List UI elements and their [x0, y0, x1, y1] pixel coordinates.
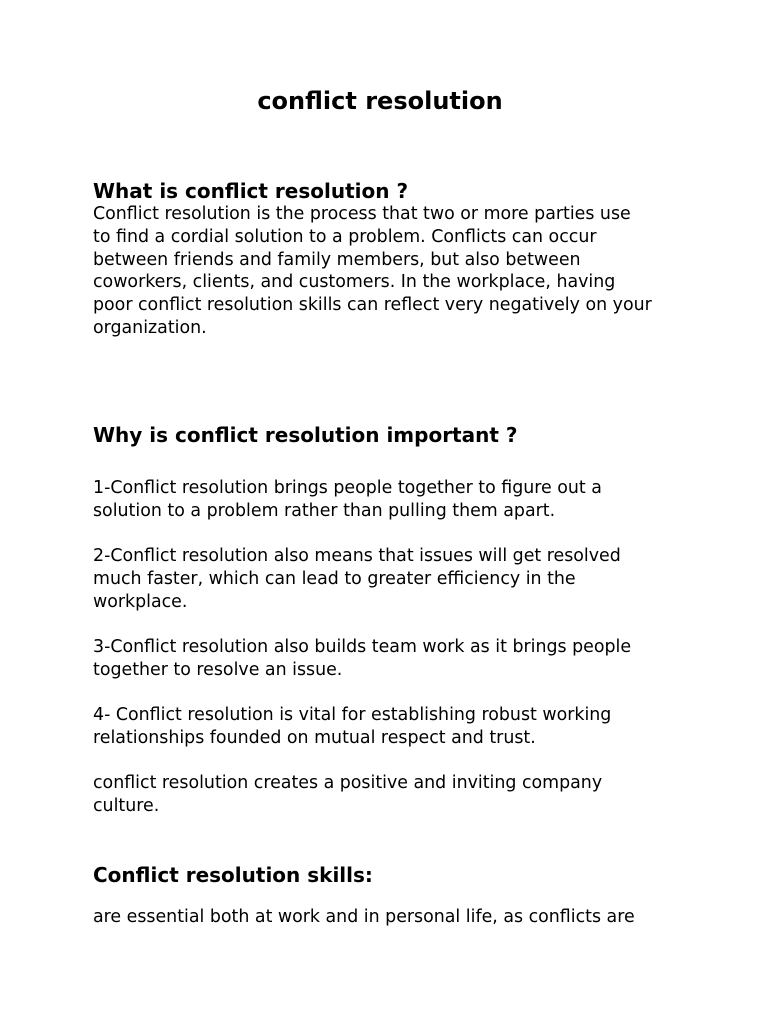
paragraph-point-1 — [93, 477, 693, 523]
text-line: between friends and family members, but also between — [93, 249, 581, 270]
section-heading-skills: Conflict resolution skills: — [93, 863, 373, 887]
text-line: Conflict resolution is the process that two or more parties use — [93, 204, 631, 224]
text-line: together to resolve an issue. — [93, 659, 343, 680]
section-heading-why-important: Why is conflict resolution important ? — [93, 423, 518, 447]
paragraph-point-4 — [93, 704, 693, 750]
text-line: much faster, which can lead to greater efficiency in the — [93, 568, 576, 589]
paragraph-skills — [93, 906, 693, 929]
text-line: conflict resolution creates a positive and inviting company — [93, 773, 603, 793]
text-line: to find a cordial solution to a problem. Conflicts can occur — [93, 226, 597, 247]
paragraph-definition — [93, 203, 693, 340]
text-line: relationships founded on mutual respect and trust. — [93, 727, 536, 748]
text-line: 1-Conflict resolution brings people together to figure out a — [93, 478, 602, 498]
text-line: culture. — [93, 795, 160, 816]
text-line: coworkers, clients, and customers. In the workplace, having — [93, 272, 616, 293]
text-line: solution to a problem rather than pulling them apart. — [93, 500, 556, 521]
document-title: conflict resolution — [257, 87, 503, 115]
text-line: 3-Conflict resolution also builds team work as it brings people — [93, 637, 632, 657]
paragraph-closing — [93, 772, 693, 818]
text-line: workplace. — [93, 591, 188, 612]
section-heading-what-is: What is conflict resolution ? — [93, 179, 409, 203]
text-line: organization. — [93, 317, 207, 338]
text-line: 4- Conflict resolution is vital for establishing robust working — [93, 705, 612, 725]
paragraph-point-3 — [93, 636, 693, 682]
text-line: poor conflict resolution skills can reflect very negatively on your — [93, 295, 652, 316]
text-line: are essential both at work and in personal life, as conflicts are — [93, 907, 635, 927]
paragraph-point-2 — [93, 545, 693, 613]
text-line: 2-Conflict resolution also means that issues will get resolved — [93, 546, 621, 566]
